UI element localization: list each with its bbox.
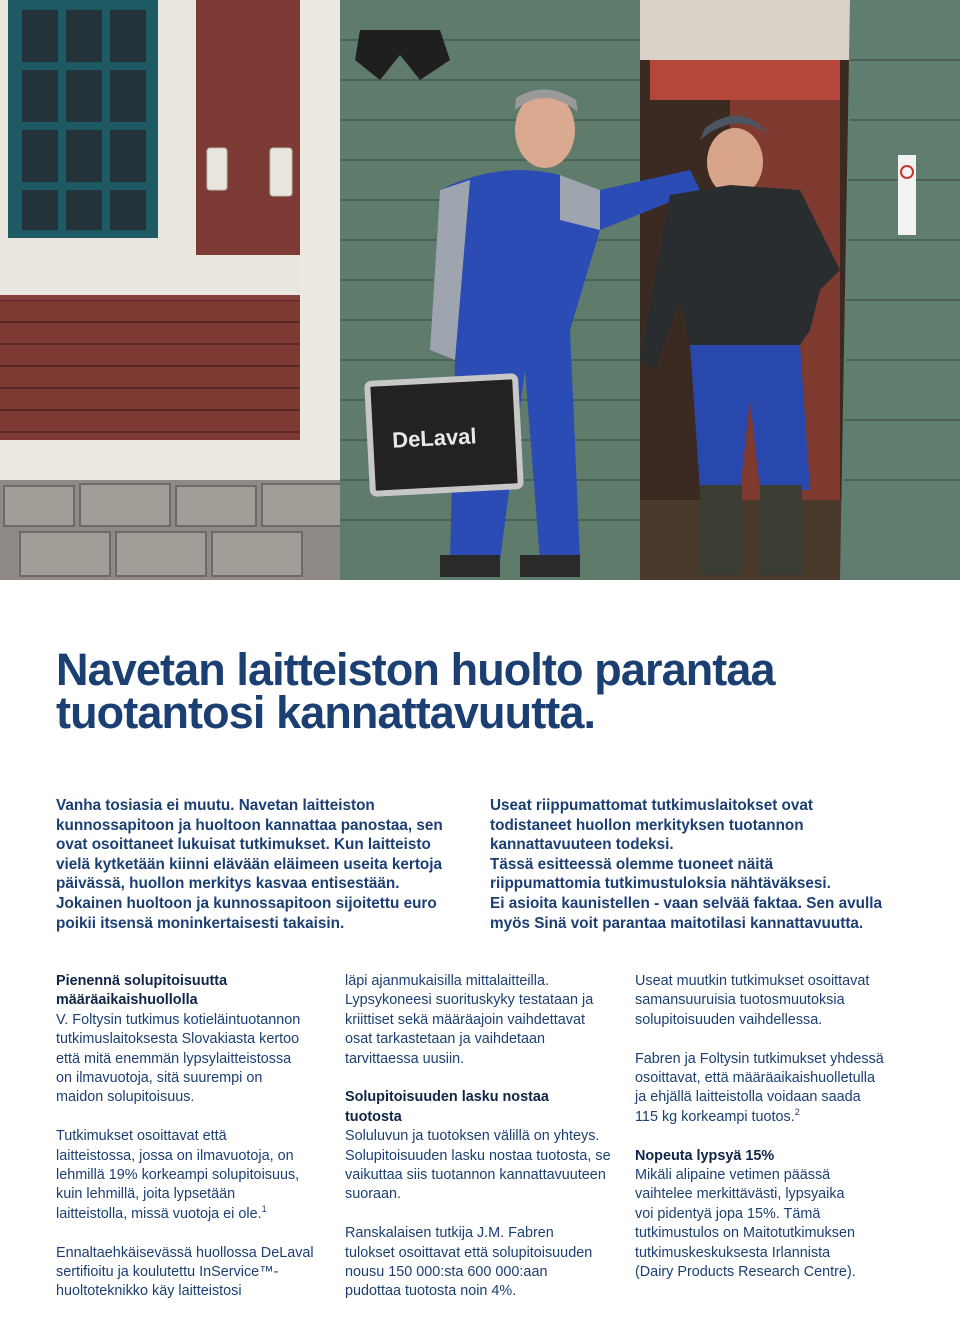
col2-heading xyxy=(345,1088,631,1127)
text-line: laitteistossa, jossa on ilmavuotoja, on xyxy=(56,1147,294,1164)
intro-left-line: Vanha tosiasia ei muutu. Navetan laitteiston xyxy=(56,797,375,814)
text-line: tarvittaessa uusiin. xyxy=(345,1050,465,1067)
text-line: tutkimustulos on Maitotutkimuksen xyxy=(635,1225,855,1242)
intro-left-line: Jokainen huoltoon ja kunnossapitoon sijoitettu euro xyxy=(56,894,437,912)
heading-line: Nopeuta lypsyä 15% xyxy=(635,1147,775,1164)
intro-left-line: päivässä, huollon merkitys kasvaa entisestään. xyxy=(56,875,400,893)
footnote-ref: 1 xyxy=(261,1204,267,1215)
col3-para-1 xyxy=(635,972,921,1030)
text-line: pudottaa tuotosta noin 4%. xyxy=(345,1283,517,1300)
text-line: V. Foltysin tutkimus kotieläintuotannon xyxy=(56,1011,301,1028)
intro-right-line: Tässä esitteessä olemme tuoneet näitä xyxy=(490,855,774,873)
title-line-2: tuotantosi kannattavuutta. xyxy=(56,687,596,738)
title-line-1: Navetan laitteiston huolto parantaa xyxy=(56,644,775,695)
column-1 xyxy=(56,972,342,1321)
delaval-toolcase xyxy=(367,376,521,494)
text-line: kuin lehmillä, joita lypsetään xyxy=(56,1186,236,1203)
heading-line: tuotosta xyxy=(345,1108,402,1125)
text-line: lehmillä 19% korkeampi solupitoisuus, xyxy=(56,1167,300,1184)
text-line: Fabren ja Foltysin tutkimukset yhdessä xyxy=(635,1050,884,1067)
text-line: on ilmavuotoja, sitä suurempi on xyxy=(56,1070,263,1087)
text-line: solupitoisuuden vaihdellessa. xyxy=(635,1011,823,1028)
text-line: Ranskalaisen tutkija J.M. Fabren xyxy=(345,1225,554,1242)
text-line: kriittiset sekä määräajoin vaihdettavat xyxy=(345,1011,585,1028)
text-line: Ennaltaehkäisevässä huollossa DeLaval xyxy=(56,1244,314,1261)
text-line: (Dairy Products Research Centre). xyxy=(635,1264,856,1281)
intro-left xyxy=(56,796,476,933)
intro-right-line: Useat riippumattomat tutkimuslaitokset ovat xyxy=(490,797,813,814)
intro-left-line: poikii itsensä moninkertaisesti takaisin. xyxy=(56,914,345,932)
text-line: osoittavat, että määräaikaishuolletulla xyxy=(635,1070,875,1087)
text-line: huoltoteknikko käy laitteistosi xyxy=(56,1283,242,1300)
column-3 xyxy=(635,972,921,1302)
text-line: 115 kg korkeampi tuotos. xyxy=(635,1108,795,1125)
intro-right-line: riippumattomia tutkimustuloksia nähtäväksesi. xyxy=(490,875,831,893)
intro-right-line: kannattavuuteen todeksi. xyxy=(490,836,674,854)
text-line: tulokset osoittavat että solupitoisuuden xyxy=(345,1244,593,1261)
text-line: Useat muutkin tutkimukset osoittavat xyxy=(635,973,870,989)
text-line: nousu 150 000:sta 600 000:aan xyxy=(345,1264,548,1281)
text-line: Tutkimukset osoittavat että xyxy=(56,1128,227,1145)
text-line: sertifioitu ja koulutettu InService™- xyxy=(56,1264,279,1281)
text-line: Solupitoisuuden lasku nostaa tuotosta, se xyxy=(345,1147,611,1164)
text-line: osat tarkastetaan ja vaihdetaan xyxy=(345,1031,546,1048)
text-line: läpi ajanmukaisilla mittalaitteilla. xyxy=(345,973,549,989)
text-line: Mikäli alipaine vetimen päässä xyxy=(635,1167,831,1184)
text-line: samansuuruisia tuotosmuutoksia xyxy=(635,992,845,1009)
col1-para-2 xyxy=(56,1127,342,1224)
intro-left-line: ovat osoittaneet lukuisat tutkimukset. Kun laitteisto xyxy=(56,836,431,854)
col1-heading xyxy=(56,972,342,1011)
text-line: suoraan. xyxy=(345,1186,402,1203)
col1-para-1 xyxy=(56,1011,342,1108)
text-line: voi pidentyä jopa 15%. Tämä xyxy=(635,1205,821,1222)
intro-right-line: Ei asioita kaunistellen - vaan selvää faktaa. Sen avulla xyxy=(490,894,882,912)
intro-right-line: todistaneet huollon merkityksen tuotannon xyxy=(490,816,804,834)
col2-para-1 xyxy=(345,972,631,1069)
text-line: vaikuttaa siis tuotannon kannattavuuteen xyxy=(345,1167,606,1184)
stone-foundation xyxy=(0,480,350,580)
heading-line: Pienennä solupitoisuutta xyxy=(56,973,228,989)
text-line: tutkimuslaitoksesta Slovakiasta kertoo xyxy=(56,1031,300,1048)
intro-right-line: myös Sinä voit parantaa maitotilasi kannattavuutta. xyxy=(490,914,864,932)
intro-left-line: kunnossapitoon ja huoltoon kannattaa panostaa, sen xyxy=(56,816,443,834)
col3-para-3 xyxy=(635,1166,921,1282)
col3-para-2 xyxy=(635,1050,921,1128)
page-title xyxy=(56,644,916,738)
footnote-ref: 2 xyxy=(794,1107,800,1118)
text-line: että mitä enemmän lypsylaitteistossa xyxy=(56,1050,292,1067)
col1-para-3 xyxy=(56,1244,342,1302)
intro-right xyxy=(490,796,910,933)
text-line: tutkimuskeskuksesta Irlannista xyxy=(635,1244,831,1261)
hero-photo xyxy=(0,0,960,580)
green-door-right xyxy=(840,0,960,580)
text-line: Lypsykoneesi suorituskyky testataan ja xyxy=(345,992,594,1009)
heading-line: Solupitoisuuden lasku nostaa xyxy=(345,1089,549,1106)
text-line: laitteistolla, missä vuotoja ei ole. xyxy=(56,1205,262,1222)
heading-line: määräaikaishuollolla xyxy=(56,992,198,1009)
case-logo: DeLaval xyxy=(391,423,478,453)
column-2 xyxy=(345,972,631,1321)
col2-para-2 xyxy=(345,1127,631,1205)
col3-heading xyxy=(635,1147,921,1166)
text-line: vaihtelee merkittävästi, lypsyaika xyxy=(635,1186,845,1203)
intro-left-line: vielä kytketään kiinni elävään eläimeen useita kertoja xyxy=(56,855,443,873)
text-line: maidon solupitoisuus. xyxy=(56,1089,195,1106)
text-line: ja ehjällä laitteistolla voidaan saada xyxy=(635,1089,861,1106)
col2-para-3 xyxy=(345,1224,631,1302)
text-line: Soluluvun ja tuotoksen välillä on yhteys. xyxy=(345,1128,600,1145)
